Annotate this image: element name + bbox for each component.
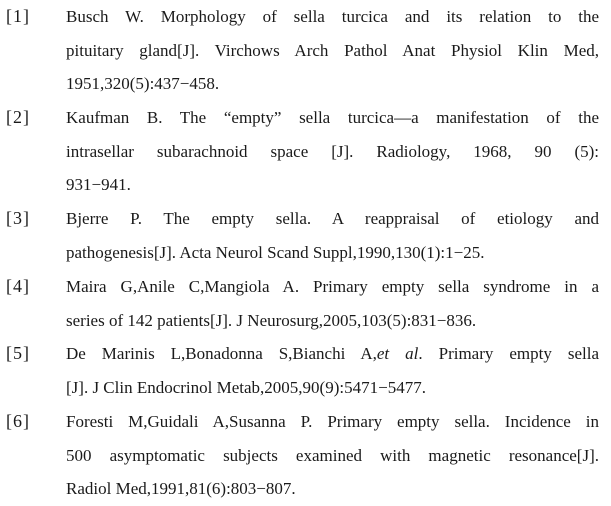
- reference-line: Bjerre P. The empty sella. A reappraisal of etiology and: [66, 209, 599, 228]
- et-al-text: et al: [376, 344, 419, 363]
- reference-authors: De Marinis L,Bonadonna S,Bianchi A,: [66, 344, 377, 363]
- reference-line: Radiol Med,1991,81(6):803−807.: [66, 479, 296, 498]
- reference-line: intrasellar subarachnoid space [J]. Radiology, 1968, 90 (5):: [66, 141, 599, 161]
- reference-number: [6]: [6, 411, 30, 431]
- reference-text: [66, 337, 599, 404]
- reference-text: [66, 405, 599, 506]
- reference-text: [66, 202, 599, 269]
- reference-title: . Primary empty sella: [418, 344, 599, 363]
- reference-number: [5]: [6, 343, 30, 363]
- reference-number: [4]: [6, 276, 30, 296]
- reference-line: pathogenesis[J]. Acta Neurol Scand Suppl,1990,130(1):1−25.: [66, 242, 485, 262]
- reference-line: Busch W. Morphology of sella turcica and its relation to the: [66, 7, 599, 26]
- reference-line: [J]. J Clin Endocrinol Metab,2005,90(9):5471−5477.: [66, 377, 426, 397]
- reference-line: Foresti M,Guidali A,Susanna P. Primary empty sella. Incidence in: [66, 412, 599, 431]
- reference-line: pituitary gland[J]. Virchows Arch Pathol Anat Physiol Klin Med,: [66, 40, 599, 60]
- reference-text: [66, 270, 599, 337]
- reference-line: 931−941.: [66, 175, 131, 194]
- reference-line: Maira G,Anile C,Mangiola A. Primary empty sella syndrome in a: [66, 277, 599, 296]
- reference-line: Kaufman B. The “empty” sella turcica—a manifestation of the: [66, 108, 599, 127]
- reference-number: [2]: [6, 107, 30, 127]
- reference-line: [66, 337, 599, 371]
- reference-line: series of 142 patients[J]. J Neurosurg,2005,103(5):831−836.: [66, 310, 477, 330]
- reference-number: [1]: [6, 6, 30, 26]
- reference-text: [66, 101, 599, 202]
- reference-line: 1951,320(5):437−458.: [66, 74, 220, 93]
- reference-number: [3]: [6, 208, 30, 228]
- reference-text: [66, 0, 599, 101]
- reference-line: 500 asymptomatic subjects examined with magnetic resonance[J].: [66, 445, 599, 465]
